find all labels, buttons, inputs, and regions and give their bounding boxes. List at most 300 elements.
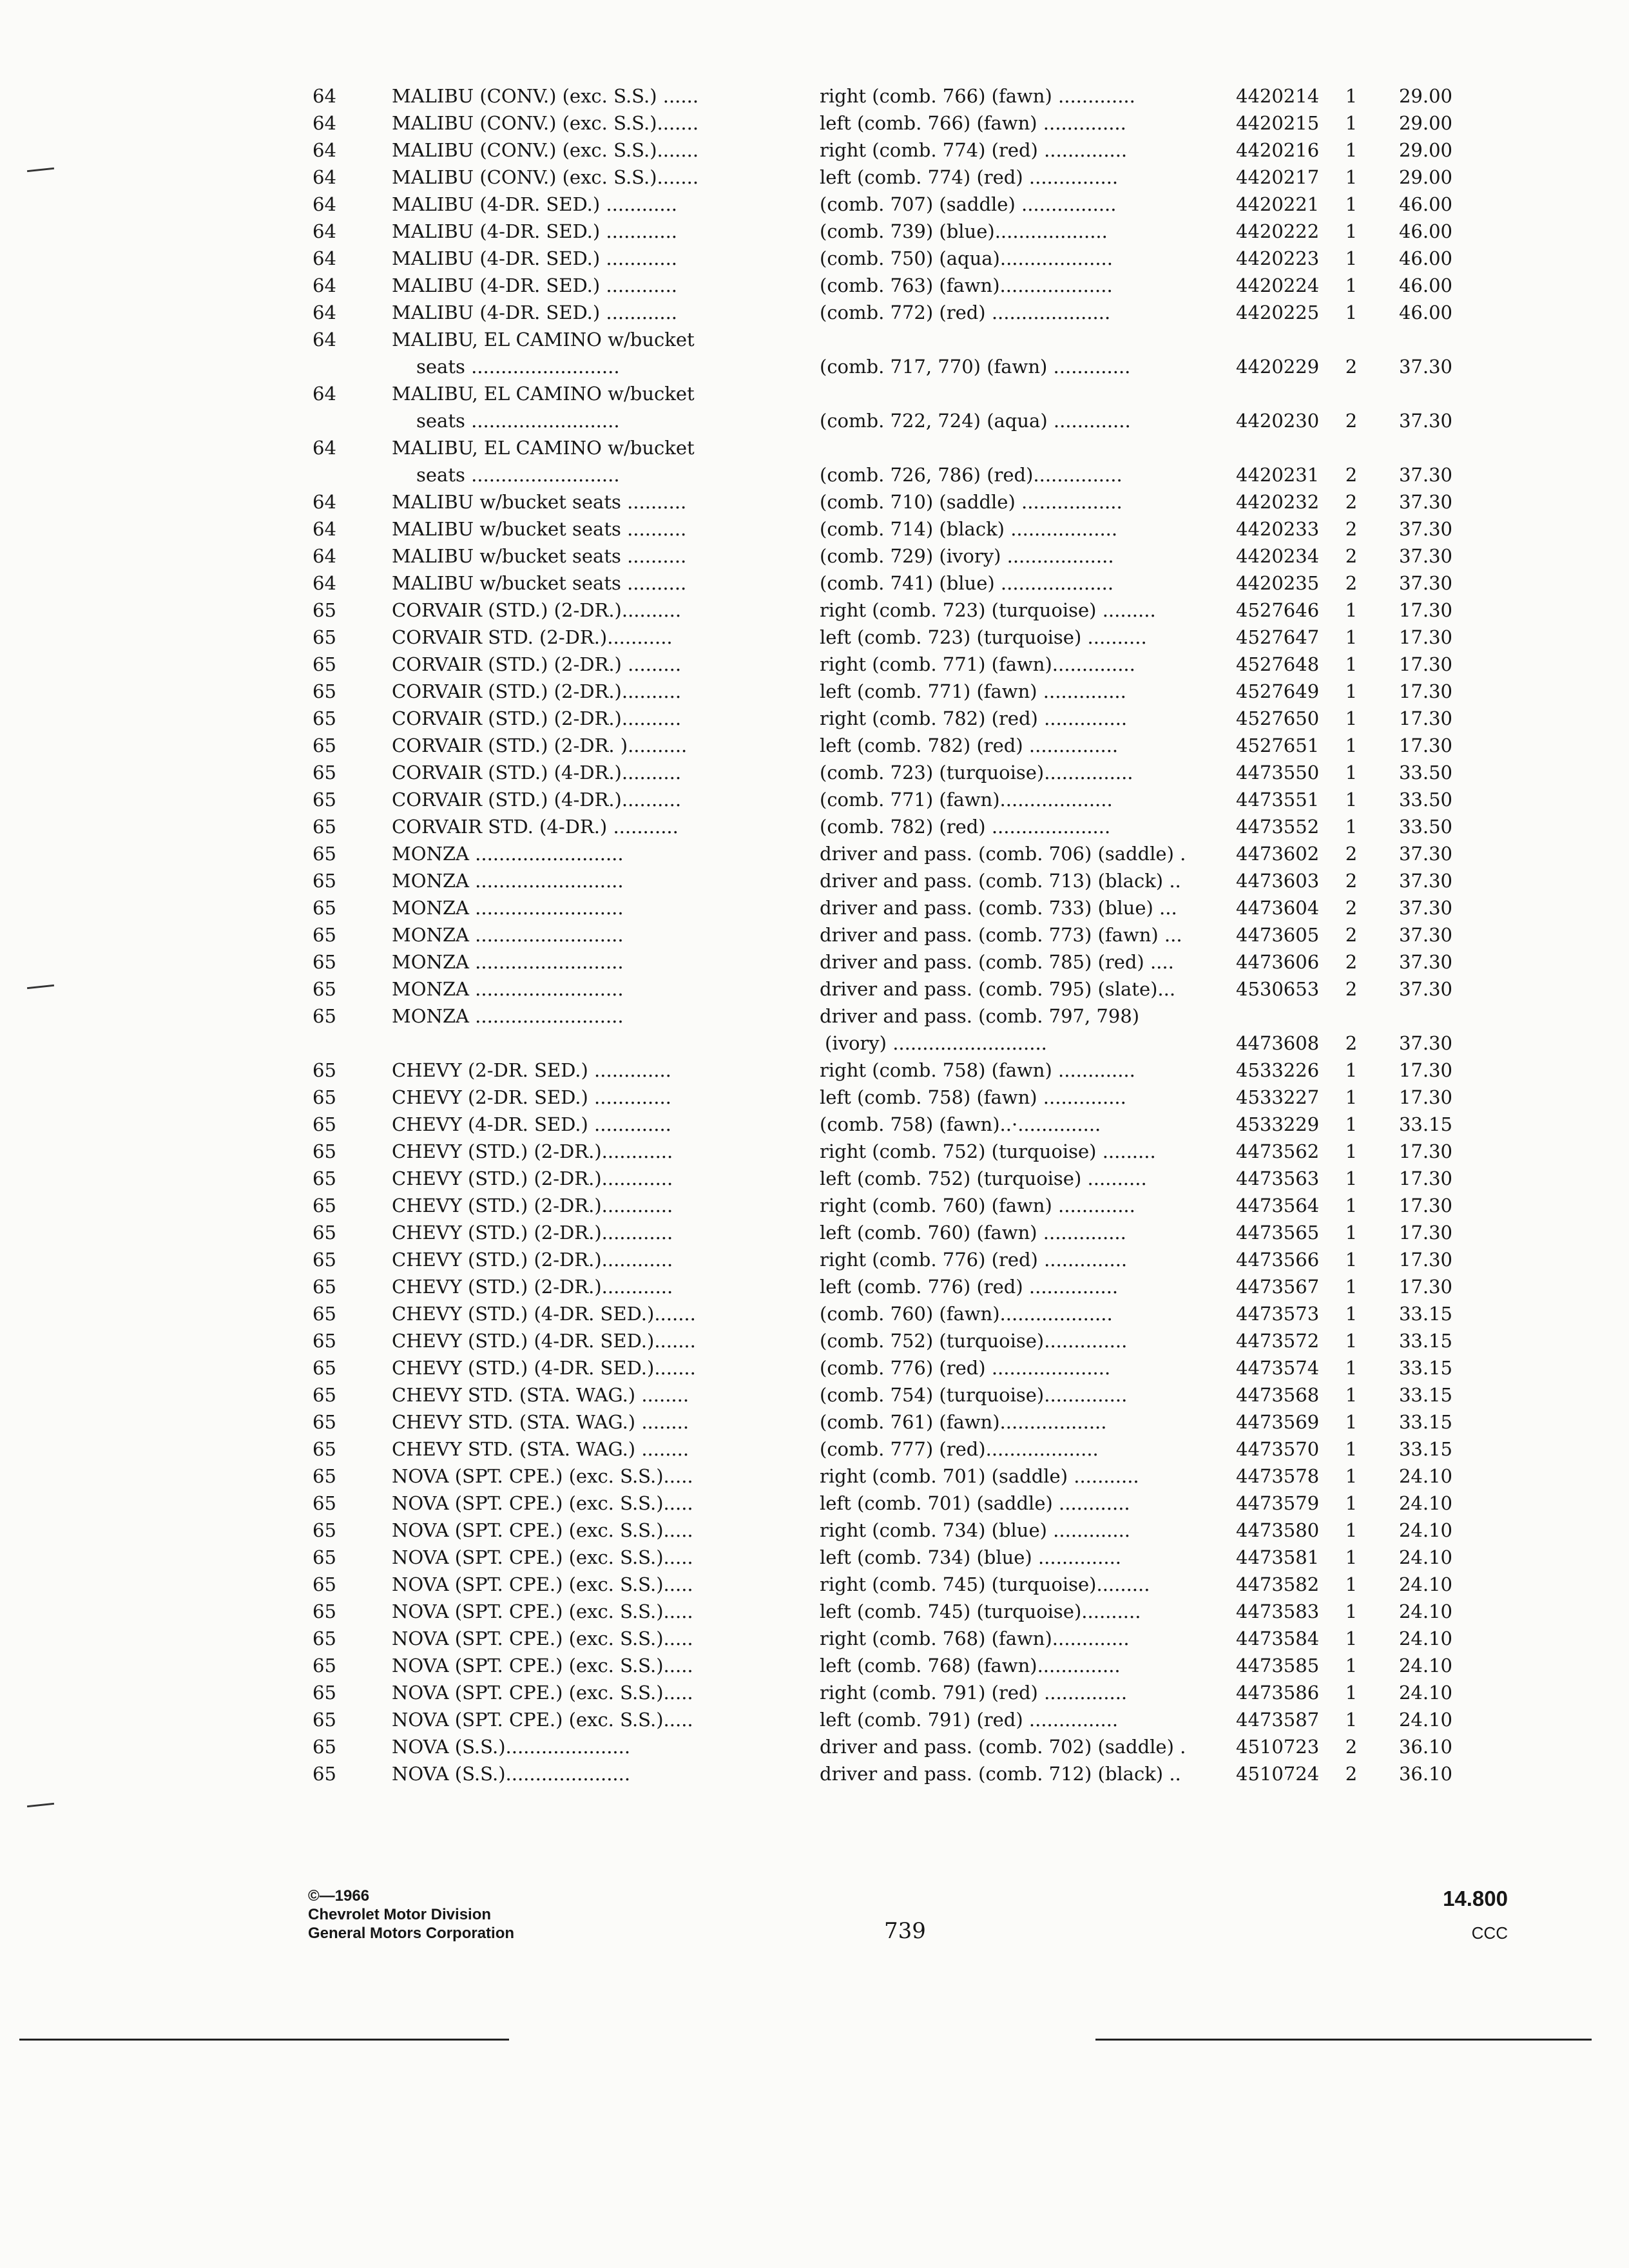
quantity: 1: [1345, 1438, 1358, 1460]
model-year: 65: [313, 653, 336, 675]
parts-row: [0, 840, 1629, 867]
model-description: [392, 1057, 766, 1084]
trim-description: [820, 948, 1219, 975]
part-number: 4420229: [1236, 356, 1320, 378]
price: 17.30: [1398, 707, 1452, 729]
model-description: [392, 867, 766, 894]
part-number: 4420214: [1236, 85, 1320, 107]
quantity: 1: [1345, 1492, 1358, 1514]
part-number: 4473568: [1236, 1384, 1320, 1406]
trim-description: [820, 921, 1219, 948]
price: 17.30: [1398, 1222, 1452, 1244]
trim-description: [820, 1436, 1219, 1463]
part-number: 4473579: [1236, 1492, 1320, 1514]
trim-description: [820, 840, 1219, 867]
price: 33.50: [1398, 816, 1452, 838]
trim-description: [820, 1327, 1219, 1354]
trim-line-continued: (comb. 717, 770) (fawn) .............: [820, 356, 1131, 378]
price: 37.30: [1398, 1032, 1452, 1054]
trim-line: left (comb. 776) (red) ...............: [820, 1276, 1119, 1298]
trim-line: (comb. 750) (aqua)...................: [820, 247, 1113, 269]
model-year: 65: [313, 1763, 336, 1785]
model-description: [392, 1138, 766, 1165]
parts-row: [0, 1327, 1629, 1354]
part-number: 4473584: [1236, 1628, 1320, 1649]
model-line: CHEVY (STD.) (2-DR.)............: [392, 1168, 673, 1189]
model-year: 65: [313, 1168, 336, 1189]
quantity: 1: [1345, 1546, 1358, 1568]
model-year: 65: [313, 1438, 336, 1460]
part-number: 4473566: [1236, 1249, 1320, 1271]
model-line: NOVA (SPT. CPE.) (exc. S.S.).....: [392, 1628, 693, 1649]
trim-line: left (comb. 771) (fawn) ..............: [820, 680, 1126, 702]
model-description: [392, 164, 766, 191]
trim-description: [820, 515, 1219, 543]
part-number: 4420230: [1236, 410, 1320, 432]
parts-row: [0, 434, 1629, 488]
model-description: [392, 1408, 766, 1436]
model-year: 65: [313, 1059, 336, 1081]
quantity: 1: [1345, 626, 1358, 648]
trim-description: [820, 1273, 1219, 1300]
model-description: [392, 948, 766, 975]
part-number: 4420225: [1236, 302, 1320, 323]
model-line: MALIBU (4-DR. SED.) ............: [392, 193, 678, 215]
trim-line: right (comb. 701) (saddle) ...........: [820, 1465, 1139, 1487]
price: 17.30: [1398, 1059, 1452, 1081]
model-line: MALIBU w/bucket seats ..........: [392, 491, 687, 513]
price: 37.30: [1398, 870, 1452, 892]
trim-line: (comb. 782) (red) ....................: [820, 816, 1111, 838]
quantity: 2: [1345, 545, 1358, 567]
model-year: 65: [313, 707, 336, 729]
model-description: [392, 1652, 766, 1679]
parts-row: [0, 110, 1629, 137]
part-number: 4510723: [1236, 1736, 1320, 1758]
model-year: 64: [313, 139, 336, 161]
trim-line: driver and pass. (comb. 702) (saddle) .: [820, 1736, 1186, 1758]
price: 24.10: [1398, 1655, 1452, 1677]
parts-row: [0, 1544, 1629, 1571]
model-description: [392, 1733, 766, 1760]
model-description: [392, 1706, 766, 1733]
quantity: 1: [1345, 1709, 1358, 1731]
trim-line: right (comb. 752) (turquoise) .........: [820, 1140, 1156, 1162]
price: 33.15: [1398, 1357, 1452, 1379]
model-description: [392, 1192, 766, 1219]
part-number: 4473580: [1236, 1519, 1320, 1541]
trim-line: right (comb. 791) (red) ..............: [820, 1682, 1128, 1704]
model-year: 65: [313, 1384, 336, 1406]
parts-row: [0, 732, 1629, 759]
trim-line: driver and pass. (comb. 795) (slate)...: [820, 978, 1176, 1000]
parts-row: [0, 1219, 1629, 1246]
part-number: 4473574: [1236, 1357, 1320, 1379]
quantity: 2: [1345, 1032, 1358, 1054]
parts-row: [0, 1571, 1629, 1598]
model-line: MONZA .........................: [392, 951, 624, 973]
part-number: 4473604: [1236, 897, 1320, 919]
model-description: [392, 759, 766, 786]
price: 24.10: [1398, 1709, 1452, 1731]
trim-description: [820, 299, 1219, 326]
trim-line: right (comb. 760) (fawn) .............: [820, 1195, 1135, 1216]
section-subcode: CCC: [1471, 1923, 1508, 1943]
part-number: 4527648: [1236, 653, 1320, 675]
trim-line: (comb. 771) (fawn)...................: [820, 789, 1113, 811]
trim-line: right (comb. 758) (fawn) .............: [820, 1059, 1135, 1081]
model-year: 64: [313, 329, 336, 351]
price: 33.15: [1398, 1303, 1452, 1325]
model-year: 64: [313, 193, 336, 215]
model-year: 65: [313, 924, 336, 946]
trim-line: (comb. 714) (black) ..................: [820, 518, 1118, 540]
price: 24.10: [1398, 1465, 1452, 1487]
price: 17.30: [1398, 735, 1452, 756]
parts-row: [0, 1084, 1629, 1111]
model-line-continued: seats .........................: [416, 356, 620, 378]
parts-row: [0, 543, 1629, 570]
trim-description: [820, 1084, 1219, 1111]
model-year: 64: [313, 302, 336, 323]
model-line: CHEVY (2-DR. SED.) .............: [392, 1059, 671, 1081]
quantity: 1: [1345, 1140, 1358, 1162]
parts-row: [0, 326, 1629, 380]
price: 17.30: [1398, 626, 1452, 648]
parts-row: [0, 651, 1629, 678]
parts-row: [0, 948, 1629, 975]
model-year: 65: [313, 951, 336, 973]
parts-row: [0, 759, 1629, 786]
price: 29.00: [1398, 166, 1452, 188]
parts-row: [0, 272, 1629, 299]
trim-description: [820, 1571, 1219, 1598]
quantity: 1: [1345, 816, 1358, 838]
part-number: 4473582: [1236, 1573, 1320, 1595]
trim-description: [820, 1733, 1219, 1760]
part-number: 4473563: [1236, 1168, 1320, 1189]
model-line: NOVA (SPT. CPE.) (exc. S.S.).....: [392, 1573, 693, 1595]
model-year: 64: [313, 572, 336, 594]
trim-line: (comb. 758) (fawn)..·..............: [820, 1113, 1101, 1135]
model-description: [392, 786, 766, 813]
part-number: 4420224: [1236, 274, 1320, 296]
model-line: CHEVY (STD.) (2-DR.)............: [392, 1222, 673, 1244]
trim-description: [820, 191, 1219, 218]
parts-row: [0, 191, 1629, 218]
trim-description: [820, 624, 1219, 651]
margin-mark: [27, 1803, 54, 1807]
model-description: [392, 1490, 766, 1517]
model-description: [392, 1327, 766, 1354]
model-year: 65: [313, 1492, 336, 1514]
model-year: 65: [313, 1222, 336, 1244]
price: 46.00: [1398, 193, 1452, 215]
model-line: MALIBU, EL CAMINO w/bucket: [392, 383, 695, 405]
model-description: [392, 1381, 766, 1408]
parts-row: [0, 164, 1629, 191]
trim-line: left (comb. 766) (fawn) ..............: [820, 112, 1126, 134]
trim-line: (comb. 763) (fawn)...................: [820, 274, 1113, 296]
model-description: [392, 1300, 766, 1327]
trim-description: [820, 1354, 1219, 1381]
price: 24.10: [1398, 1519, 1452, 1541]
model-description: [392, 137, 766, 164]
part-number: 4420233: [1236, 518, 1320, 540]
price: 29.00: [1398, 85, 1452, 107]
parts-row: [0, 245, 1629, 272]
trim-line: left (comb. 758) (fawn) ..............: [820, 1086, 1126, 1108]
model-year: 65: [313, 1357, 336, 1379]
model-line: MONZA .........................: [392, 924, 624, 946]
quantity: 1: [1345, 1519, 1358, 1541]
trim-line-continued: (comb. 722, 724) (aqua) .............: [820, 410, 1131, 432]
part-number: 4420235: [1236, 572, 1320, 594]
model-year: 65: [313, 870, 336, 892]
price: 37.30: [1398, 491, 1452, 513]
price: 33.15: [1398, 1438, 1452, 1460]
model-line: MALIBU (CONV.) (exc. S.S.).......: [392, 139, 699, 161]
model-year: 65: [313, 843, 336, 865]
quantity: 1: [1345, 193, 1358, 215]
model-line: CHEVY (STD.) (2-DR.)............: [392, 1195, 673, 1216]
model-line: CORVAIR (STD.) (2-DR. )..........: [392, 735, 688, 756]
model-line: CHEVY (STD.) (4-DR. SED.).......: [392, 1303, 696, 1325]
model-description: [392, 1463, 766, 1490]
quantity: 1: [1345, 680, 1358, 702]
model-year: 65: [313, 1736, 336, 1758]
model-year: 64: [313, 518, 336, 540]
trim-line: (comb. 739) (blue)...................: [820, 220, 1108, 242]
model-line: CORVAIR (STD.) (2-DR.)..........: [392, 599, 682, 621]
part-number: 4473603: [1236, 870, 1320, 892]
model-year: 64: [313, 166, 336, 188]
quantity: 1: [1345, 274, 1358, 296]
model-description: [392, 921, 766, 948]
part-number: 4473602: [1236, 843, 1320, 865]
parts-row: [0, 1490, 1629, 1517]
trim-line: right (comb. 745) (turquoise).........: [820, 1573, 1150, 1595]
parts-row: [0, 1625, 1629, 1652]
part-number: 4473564: [1236, 1195, 1320, 1216]
price: 46.00: [1398, 274, 1452, 296]
model-description: [392, 1354, 766, 1381]
price: 37.30: [1398, 843, 1452, 865]
parts-row: [0, 1138, 1629, 1165]
parts-row: [0, 1057, 1629, 1084]
model-year: 65: [313, 1709, 336, 1731]
model-line: NOVA (SPT. CPE.) (exc. S.S.).....: [392, 1465, 693, 1487]
trim-description: [820, 867, 1219, 894]
trim-line: (comb. 777) (red)...................: [820, 1438, 1099, 1460]
trim-description: [820, 218, 1219, 245]
quantity: 1: [1345, 1465, 1358, 1487]
trim-line: left (comb. 760) (fawn) ..............: [820, 1222, 1126, 1244]
trim-line: left (comb. 791) (red) ...............: [820, 1709, 1119, 1731]
quantity: 1: [1345, 599, 1358, 621]
trim-description: [820, 1057, 1219, 1084]
model-year: 64: [313, 85, 336, 107]
part-number: 4420231: [1236, 464, 1320, 486]
trim-line: driver and pass. (comb. 773) (fawn) ...: [820, 924, 1182, 946]
bottom-rule-right: [1095, 2039, 1592, 2041]
model-line: NOVA (SPT. CPE.) (exc. S.S.).....: [392, 1600, 693, 1622]
trim-line: driver and pass. (comb. 797, 798): [820, 1005, 1140, 1027]
model-year: 64: [313, 383, 336, 405]
parts-row: [0, 218, 1629, 245]
model-description: [392, 434, 766, 488]
model-year: 65: [313, 1600, 336, 1622]
model-year: 65: [313, 1113, 336, 1135]
price: 33.15: [1398, 1411, 1452, 1433]
parts-row: [0, 1354, 1629, 1381]
model-year: 65: [313, 1195, 336, 1216]
model-year: 65: [313, 1086, 336, 1108]
trim-description: [820, 543, 1219, 570]
model-description: [392, 488, 766, 515]
quantity: 1: [1345, 653, 1358, 675]
parts-row: [0, 1706, 1629, 1733]
model-year: 65: [313, 1628, 336, 1649]
model-line: MALIBU (CONV.) (exc. S.S.) ......: [392, 85, 699, 107]
trim-line: right (comb. 723) (turquoise) .........: [820, 599, 1156, 621]
model-line: MONZA .........................: [392, 843, 624, 865]
quantity: 1: [1345, 1059, 1358, 1081]
model-description: [392, 1760, 766, 1787]
page-number: 739: [884, 1918, 926, 1944]
model-line: NOVA (SPT. CPE.) (exc. S.S.).....: [392, 1682, 693, 1704]
part-number: 4473583: [1236, 1600, 1320, 1622]
model-description: [392, 218, 766, 245]
model-description: [392, 82, 766, 110]
quantity: 1: [1345, 1249, 1358, 1271]
model-year: 64: [313, 112, 336, 134]
part-number: 4527647: [1236, 626, 1320, 648]
parts-row: [0, 786, 1629, 813]
trim-line: [820, 380, 1219, 407]
price: 24.10: [1398, 1492, 1452, 1514]
parts-row: [0, 624, 1629, 651]
price: 24.10: [1398, 1546, 1452, 1568]
price: 24.10: [1398, 1573, 1452, 1595]
model-description: [392, 1436, 766, 1463]
quantity: 2: [1345, 464, 1358, 486]
model-line: MONZA .........................: [392, 978, 624, 1000]
model-description: [392, 1517, 766, 1544]
trim-line: (comb. 710) (saddle) .................: [820, 491, 1123, 513]
trim-line: (comb. 776) (red) ....................: [820, 1357, 1111, 1379]
trim-description: [820, 1138, 1219, 1165]
model-description: [392, 110, 766, 137]
trim-line: driver and pass. (comb. 713) (black) ..: [820, 870, 1181, 892]
trim-description: [820, 597, 1219, 624]
quantity: 2: [1345, 951, 1358, 973]
trim-description: [820, 678, 1219, 705]
price: 36.10: [1398, 1736, 1452, 1758]
part-number: 4533229: [1236, 1113, 1320, 1135]
model-line: CHEVY STD. (STA. WAG.) ........: [392, 1411, 689, 1433]
price: 17.30: [1398, 599, 1452, 621]
quantity: 1: [1345, 1357, 1358, 1379]
trim-description: [820, 1003, 1219, 1057]
trim-description: [820, 1544, 1219, 1571]
model-year: 65: [313, 1005, 336, 1027]
trim-description: [820, 1760, 1219, 1787]
trim-line: left (comb. 734) (blue) ..............: [820, 1546, 1122, 1568]
quantity: 1: [1345, 247, 1358, 269]
model-description: [392, 1598, 766, 1625]
model-line: CHEVY (STD.) (2-DR.)............: [392, 1276, 673, 1298]
model-line: MALIBU (4-DR. SED.) ............: [392, 302, 678, 323]
quantity: 1: [1345, 1330, 1358, 1352]
trim-line: (comb. 752) (turquoise)..............: [820, 1330, 1128, 1352]
trim-description: [820, 434, 1219, 488]
model-description: [392, 975, 766, 1003]
model-line: MONZA .........................: [392, 1005, 624, 1027]
price: 37.30: [1398, 924, 1452, 946]
trim-line: left (comb. 701) (saddle) ............: [820, 1492, 1130, 1514]
trim-line: driver and pass. (comb. 712) (black) ..: [820, 1763, 1181, 1785]
part-number: 4473565: [1236, 1222, 1320, 1244]
trim-line: [820, 434, 1219, 461]
model-year: 65: [313, 1682, 336, 1704]
quantity: 1: [1345, 735, 1358, 756]
parts-row: [0, 1300, 1629, 1327]
quantity: 2: [1345, 870, 1358, 892]
quantity: 1: [1345, 707, 1358, 729]
trim-line: left (comb. 723) (turquoise) ..........: [820, 626, 1147, 648]
model-line: CHEVY (STD.) (2-DR.)............: [392, 1140, 673, 1162]
part-number: 4473585: [1236, 1655, 1320, 1677]
model-year: 64: [313, 274, 336, 296]
model-line: MALIBU, EL CAMINO w/bucket: [392, 329, 695, 351]
trim-description: [820, 1679, 1219, 1706]
model-year: 65: [313, 1249, 336, 1271]
trim-description: [820, 1300, 1219, 1327]
part-number: 4527646: [1236, 599, 1320, 621]
price: 17.30: [1398, 1249, 1452, 1271]
quantity: 1: [1345, 1276, 1358, 1298]
price: 17.30: [1398, 680, 1452, 702]
model-line: NOVA (S.S.).....................: [392, 1763, 631, 1785]
trim-description: [820, 705, 1219, 732]
model-line: MALIBU w/bucket seats ..........: [392, 545, 687, 567]
model-description: [392, 543, 766, 570]
parts-row: [0, 1192, 1629, 1219]
trim-line: left (comb. 782) (red) ...............: [820, 735, 1119, 756]
model-year: 65: [313, 735, 336, 756]
price: 24.10: [1398, 1628, 1452, 1649]
price: 37.30: [1398, 951, 1452, 973]
parts-row: [0, 1111, 1629, 1138]
publisher-block: [308, 1887, 514, 1943]
price: 29.00: [1398, 139, 1452, 161]
model-description: [392, 570, 766, 597]
model-description: [392, 840, 766, 867]
trim-line: right (comb. 768) (fawn).............: [820, 1628, 1130, 1649]
trim-description: [820, 1192, 1219, 1219]
trim-description: [820, 1517, 1219, 1544]
price: 17.30: [1398, 1276, 1452, 1298]
part-number: 4473570: [1236, 1438, 1320, 1460]
trim-description: [820, 1219, 1219, 1246]
part-number: 4473562: [1236, 1140, 1320, 1162]
model-line: CORVAIR STD. (4-DR.) ...........: [392, 816, 679, 838]
model-line: MALIBU w/bucket seats ..........: [392, 572, 687, 594]
model-description: [392, 597, 766, 624]
price: 33.15: [1398, 1384, 1452, 1406]
quantity: 2: [1345, 924, 1358, 946]
